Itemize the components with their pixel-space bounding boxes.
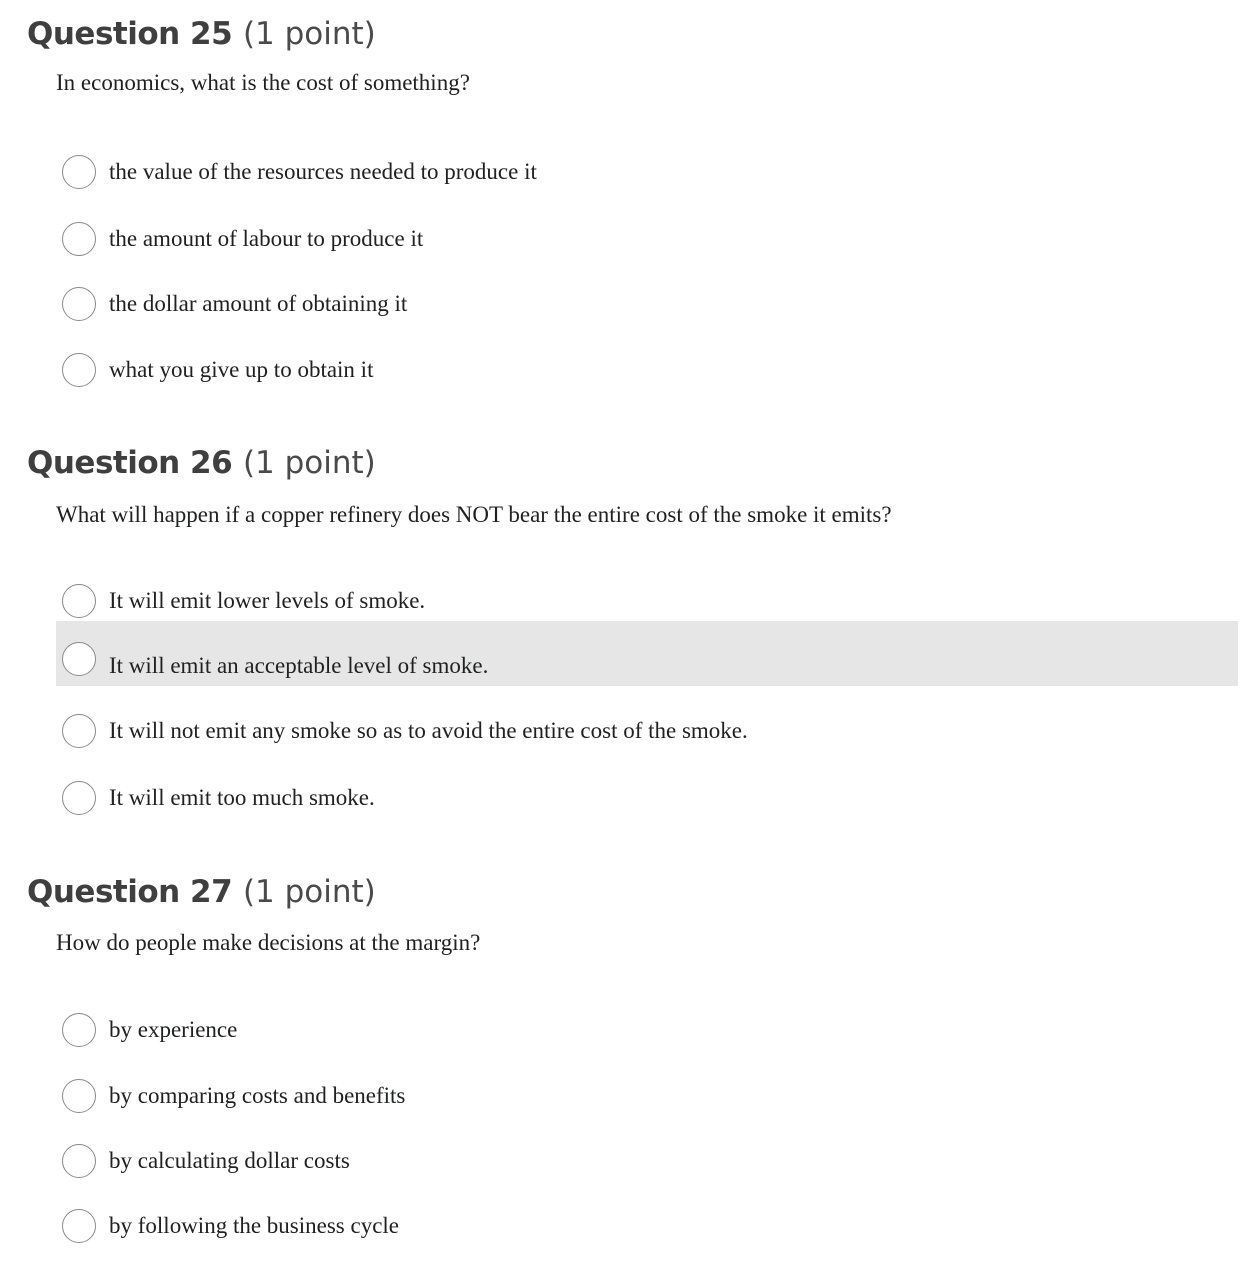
- answer-label[interactable]: by calculating dollar costs: [109, 1148, 350, 1173]
- question-number: Question 27: [27, 874, 233, 910]
- radio-button[interactable]: [62, 584, 96, 618]
- answer-option-hovered[interactable]: [56, 621, 1238, 686]
- radio-button[interactable]: [62, 714, 96, 748]
- answer-option[interactable]: [56, 701, 1238, 766]
- radio-button[interactable]: [62, 781, 96, 815]
- question-points: (1 point): [242, 874, 376, 910]
- radio-button[interactable]: [62, 155, 96, 189]
- answer-label[interactable]: It will emit an acceptable level of smoke.: [109, 653, 489, 678]
- question-title: [27, 16, 376, 52]
- answer-label[interactable]: the dollar amount of obtaining it: [109, 291, 408, 316]
- answer-label[interactable]: It will emit too much smoke.: [109, 785, 375, 810]
- answer-label[interactable]: by comparing costs and benefits: [109, 1083, 406, 1108]
- answer-option[interactable]: [56, 1131, 1238, 1196]
- radio-button[interactable]: [62, 287, 96, 321]
- answer-option[interactable]: [56, 768, 1238, 833]
- question-points: (1 point): [242, 445, 376, 481]
- question-text: In economics, what is the cost of something?: [56, 70, 470, 95]
- question-number: Question 26: [27, 445, 233, 481]
- answer-label[interactable]: It will not emit any smoke so as to avoid the entire cost of the smoke.: [109, 718, 748, 743]
- question-number: Question 25: [27, 16, 233, 52]
- answer-option[interactable]: [56, 142, 1238, 207]
- answer-option[interactable]: [56, 209, 1238, 274]
- answer-option[interactable]: [56, 340, 1238, 405]
- radio-button[interactable]: [62, 1079, 96, 1113]
- answer-label[interactable]: It will emit lower levels of smoke.: [109, 588, 426, 613]
- radio-button[interactable]: [62, 353, 96, 387]
- question-title: [27, 445, 376, 481]
- radio-button[interactable]: [62, 1144, 96, 1178]
- answer-label[interactable]: by experience: [109, 1017, 238, 1042]
- answer-option[interactable]: [56, 274, 1238, 339]
- answer-label[interactable]: the amount of labour to produce it: [109, 226, 424, 251]
- answer-option[interactable]: [56, 1196, 1238, 1261]
- radio-button[interactable]: [62, 222, 96, 256]
- radio-button[interactable]: [62, 1209, 96, 1243]
- answer-label[interactable]: the value of the resources needed to produce it: [109, 159, 537, 184]
- answer-label[interactable]: what you give up to obtain it: [109, 357, 374, 382]
- answer-option[interactable]: [56, 1000, 1238, 1065]
- radio-button[interactable]: [62, 642, 96, 676]
- question-points: (1 point): [242, 16, 376, 52]
- answer-option[interactable]: [56, 1066, 1238, 1131]
- radio-button[interactable]: [62, 1013, 96, 1047]
- question-text: How do people make decisions at the margin?: [56, 930, 481, 955]
- answer-label[interactable]: by following the business cycle: [109, 1213, 400, 1238]
- question-text: What will happen if a copper refinery does NOT bear the entire cost of the smoke it emits?: [56, 502, 892, 527]
- question-title: [27, 874, 376, 910]
